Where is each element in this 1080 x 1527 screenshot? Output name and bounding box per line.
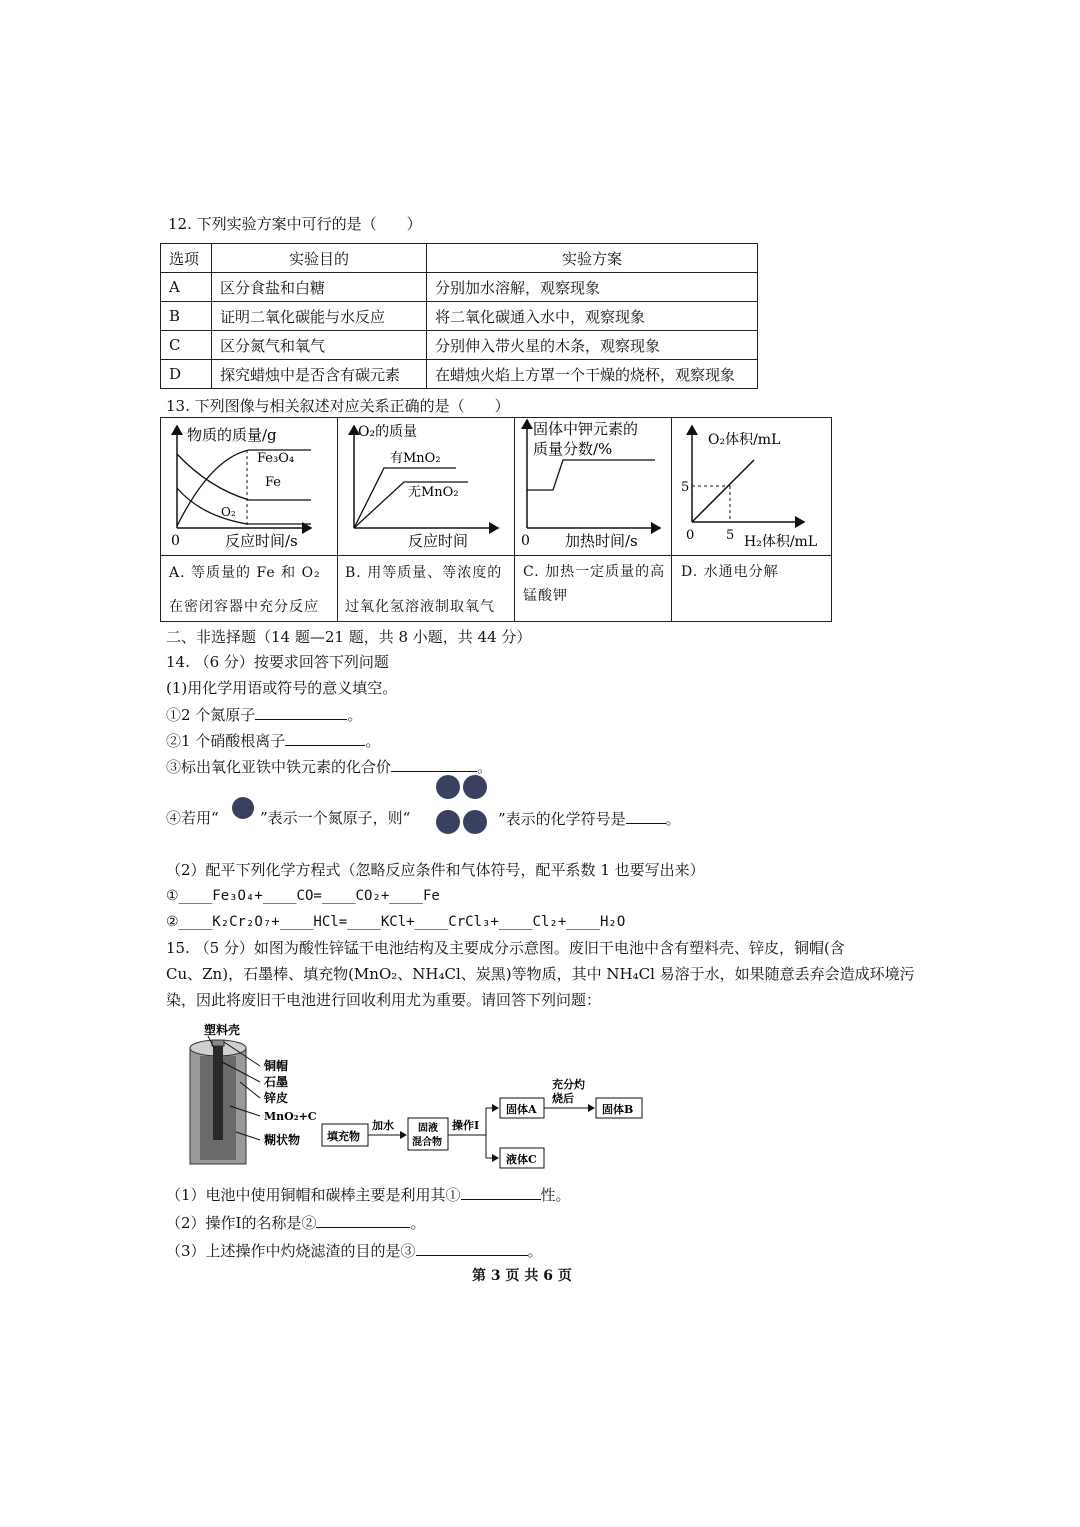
graph-a-label: O₂ [221,505,236,519]
graph-d-xlabel: H₂体积/mL [744,534,818,550]
graph-a-label: Fe₃O₄ [257,451,295,466]
graph-a-xlabel: 反应时间/s [225,532,298,550]
battery-label: 糊状物 [264,1133,301,1147]
q14-item1-text: ①2 个氮原子 [166,706,256,724]
answer-blank[interactable] [316,1212,410,1228]
graph-c-ylabel: 固体中钾元素的 [533,420,639,438]
graph-d-ytick: 5 [681,480,690,495]
q12-stem: 12. 下列实验方案中可行的是（ ） [168,215,422,233]
table-row [161,273,758,302]
q14-item3-text: ③标出氧化亚铁中铁元素的化合价 [166,758,392,776]
table-header-cell: 实验目的 [212,244,427,273]
q15-stem: 15. （5 分）如图为酸性锌锰干电池结构及主要成分示意图。废旧干电池中含有塑料壳、锌皮，铜帽(含 [166,939,845,957]
q15-stem: Cu、Zn)，石墨棒、填充物(MnO₂、NH₄Cl、炭黑)等物质，其中 NH₄Cl 易溶于水，如果随意丢弃会造成环境污 [166,965,915,983]
graph-d-xtick: 5 [726,528,735,543]
q15-sub3 [166,1240,543,1261]
q14-item4-text: ”表示的化学符号是 [498,810,626,828]
graph-b-label: 无MnO₂ [408,485,459,500]
q15-sub1-tail: 性。 [540,1186,571,1204]
q14-stem: 14. （6 分）按要求回答下列问题 [166,653,389,671]
period: 。 [527,1242,543,1260]
answer-blank[interactable] [285,730,365,746]
graph-b [338,418,514,555]
q14-item4 [166,808,219,828]
q14-item1 [166,704,362,725]
q14-part1: (1)用化学用语或符号的意义填空。 [166,679,398,697]
process-flowchart [318,1072,648,1172]
answer-blank[interactable] [626,808,666,824]
graph-b-label: 有MnO₂ [390,451,441,466]
flow-label: 烧后 [552,1092,574,1105]
q13-caption-d: D. 水通电分解 [681,564,779,580]
q14-item4 [498,808,681,829]
table-row [161,360,758,389]
graph-c-origin: 0 [521,533,530,549]
two-atom-molecule-icon [434,774,492,800]
graph-c [515,418,671,555]
q14-item4-text: ”表示一个氮原子，则“ [260,809,411,827]
battery-diagram [180,1022,317,1172]
answer-blank[interactable] [391,756,477,772]
q14-item2-text: ②1 个硝酸根离子 [166,732,286,750]
q14-part2: （2）配平下列化学方程式（忽略反应条件和气体符号，配平系数 1 也要写出来） [166,861,705,879]
flow-node: 固体A [506,1103,537,1116]
nitrogen-atom-icon [229,795,257,821]
table-header-cell: 实验方案 [427,244,758,273]
table-cell: 区分氮气和氧气 [212,331,427,360]
battery-label: 锌皮 [264,1091,289,1105]
two-atom-molecule-icon [434,808,492,836]
battery-label: MnO₂+C [264,1110,317,1123]
table-cell: 分别加水溶解，观察现象 [427,273,758,302]
table-cell: A [161,273,212,302]
graph-d [672,418,830,555]
q15-sub3-text: （3）上述操作中灼烧滤渣的目的是③ [166,1242,416,1260]
q14-item2 [166,730,380,751]
table-cell: 在蜡烛火焰上方罩一个干燥的烧杯，观察现象 [427,360,758,389]
graph-a-label: Fe [265,475,282,490]
table-cell: C [161,331,212,360]
flow-node: 液体C [506,1153,537,1166]
flow-node: 固体B [602,1103,634,1116]
section-heading: 二、非选择题（14 题—21 题，共 8 小题，共 44 分） [166,628,532,646]
flow-label: 加水 [372,1119,394,1132]
table-cell: 探究蜡烛中是否含有碳元素 [212,360,427,389]
equation-2: ②____K₂Cr₂O₇+____HCl=____KCl+____CrCl₃+____Cl₂+____H₂O [166,914,626,930]
q15-sub2-text: （2）操作Ⅰ的名称是② [166,1214,317,1232]
table-header-cell: 选项 [161,244,212,273]
flow-label: 充分灼 [552,1078,585,1091]
q12-table [160,243,758,389]
graph-a-ylabel: 物质的质量/g [187,426,277,444]
table-cell: B [161,302,212,331]
q13-stem: 13. 下列图像与相关叙述对应关系正确的是（ ） [166,397,510,415]
graph-a-origin: 0 [171,533,180,549]
flow-node: 固液 [418,1123,438,1134]
graph-c-ylabel: 质量分数/% [533,440,613,458]
q14-item4 [260,808,410,828]
answer-blank[interactable] [461,1184,541,1200]
answer-blank[interactable] [416,1240,528,1256]
equation-1: ①____Fe₃O₄+____CO=____CO₂+____Fe [166,888,440,904]
flow-label: 操作Ⅰ [452,1119,480,1132]
period: 。 [410,1214,426,1232]
battery-label: 石墨 [264,1075,289,1089]
answer-blank[interactable] [255,704,347,720]
table-cell: 分别伸入带火星的木条，观察现象 [427,331,758,360]
flow-node: 填充物 [327,1130,360,1143]
table-row [161,302,758,331]
q13-caption-a: A. 等质量的 Fe 和 O₂在密闭容器中充分反应 [169,565,321,615]
period: 。 [477,758,493,776]
q13-caption-c: C. 加热一定质量的高锰酸钾 [523,564,666,604]
graph-a [161,418,337,555]
q14-item4-text: ④若用“ [166,809,219,827]
period: 。 [365,732,381,750]
table-cell: 证明二氧化碳能与水反应 [212,302,427,331]
graph-d-ylabel: O₂体积/mL [708,432,781,448]
battery-label: 塑料壳 [204,1023,241,1037]
q15-sub2 [166,1212,426,1233]
table-cell: 区分食盐和白糖 [212,273,427,302]
table-header-row [161,244,758,273]
table-cell: D [161,360,212,389]
battery-label: 铜帽 [264,1059,289,1073]
graph-b-ylabel: O₂的质量 [358,424,418,440]
q15-stem: 染，因此将废旧干电池进行回收利用尤为重要。请回答下列问题： [166,991,602,1009]
graph-b-xlabel: 反应时间 [408,532,469,550]
q13-graph-grid [160,417,832,622]
page-footer: 第 3 页 共 6 页 [472,1268,572,1284]
table-cell: 将二氧化碳通入水中，观察现象 [427,302,758,331]
period: 。 [665,810,681,828]
flow-node: 混合物 [412,1137,442,1148]
table-row [161,331,758,360]
q15-sub1-text: （1）电池中使用铜帽和碳棒主要是利用其① [166,1186,461,1204]
q15-sub1 [166,1184,571,1205]
graph-d-origin: 0 [686,528,695,543]
graph-c-xlabel: 加热时间/s [565,532,638,550]
period: 。 [347,706,363,724]
q13-caption-b: B. 用等质量、等浓度的过氧化氢溶液制取氧气 [345,565,503,615]
